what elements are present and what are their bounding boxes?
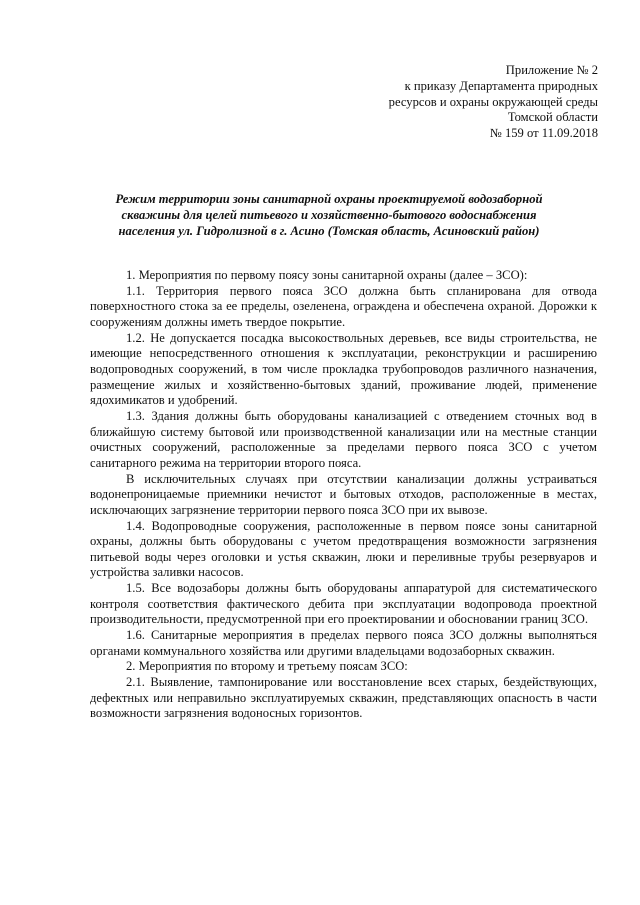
document-body bbox=[90, 268, 597, 722]
appendix-header bbox=[389, 63, 598, 142]
appendix-number: Приложение № 2 bbox=[505, 63, 598, 77]
appendix-department-line: ресурсов и охраны окружающей среды bbox=[388, 94, 598, 109]
title-line: Режим территории зоны санитарной охраны проектируемой водозаборной bbox=[115, 192, 543, 206]
paragraph-1-1: 1.1. Территория первого пояса ЗСО должна быть спланирована для отвода поверхностного стока за ее пределы, озеленена, ограждена и обеспечена охраной. Дорожки к сооружениям должны иметь твердое покрытие. bbox=[90, 283, 597, 329]
paragraph-1-4: 1.4. Водопроводные сооружения, расположенные в первом поясе зоны санитарной охраны, должны быть оборудованы с учетом предотвращения возможности загрязнения питьевой воды через оголовки и устья скважин, люки и переливные трубы резервуаров и устройства заливки насосов. bbox=[90, 518, 597, 580]
section-1-heading: 1. Мероприятия по первому поясу зоны санитарной охраны (далее – ЗСО): bbox=[126, 268, 528, 282]
appendix-region-line: Томской области bbox=[507, 110, 598, 125]
paragraph-1-6: 1.6. Санитарные мероприятия в пределах первого пояса ЗСО должны выполняться органами коммунального хозяйства или другими владельцами водозаборных скважин. bbox=[90, 628, 597, 658]
paragraph-1-3-exception: В исключительных случаях при отсутствии канализации должны устраиваться водонепроницаемые приемники нечистот и бытовых отходов, расположенные в местах, исключающих загрязнение территории первого пояса ЗСО при их вывозе. bbox=[90, 471, 597, 517]
section-2-heading: 2. Мероприятия по второму и третьему поясам ЗСО: bbox=[126, 659, 408, 674]
title-line: скважины для целей питьевого и хозяйственно-бытового водоснабжения bbox=[121, 207, 537, 222]
paragraph-2-1: 2.1. Выявление, тампонирование или восстановление всех старых, бездействующих, дефектных или неправильно эксплуатируемых скважин, представляющих опасность в части возможности загрязнения водоносных горизонтов. bbox=[90, 675, 597, 721]
paragraph-1-3: 1.3. Здания должны быть оборудованы канализацией с отведением сточных вод в ближайшую систему бытовой или производственной канализации или на местные станции очистных сооружений, расположенные за пределами первого пояса ЗСО с учетом санитарного режима на территории второго пояса. bbox=[90, 408, 597, 470]
appendix-order-number: № 159 от 11.09.2018 bbox=[489, 126, 598, 141]
appendix-order-line: к приказу Департамента природных bbox=[404, 78, 598, 93]
paragraph-1-5: 1.5. Все водозаборы должны быть оборудованы аппаратурой для систематического контроля соответствия фактического дебита при эксплуатации водопровода проектной производительности, предусмотренной при его проектировании и обосновании границ ЗСО. bbox=[90, 581, 597, 627]
title-line: населения ул. Гидролизной в г. Асино (Томская область, Асиновский район) bbox=[118, 223, 540, 238]
paragraph-1-2: 1.2. Не допускается посадка высокоствольных деревьев, все виды строительства, не имеющие непосредственного отношения к эксплуатации, реконструкции и расширению водопроводных сооружений, в том числе прокладка трубопроводов различного назначения, размещение жилых и хозяйственно-бытовых зданий, проживание людей, применение ядохимикатов и удобрений. bbox=[90, 330, 597, 408]
document-title bbox=[90, 192, 568, 239]
